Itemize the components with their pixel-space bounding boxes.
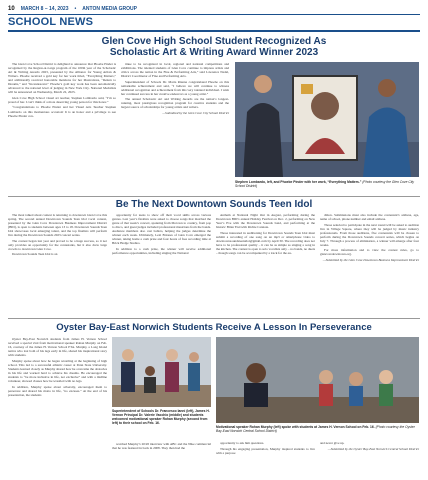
article3-col1: [8, 337, 107, 398]
page-number: 10: [8, 5, 15, 12]
article-divider: [8, 318, 420, 319]
photo-illustration: [235, 62, 419, 177]
paragraph: Downtown Sounds Teen Idol is an: [12, 252, 58, 257]
article3-photo-caption: Superintendent of Schools Dr. Francesco Ianni (left), James H. Vernon Principal Dr. Valerie Vacchio (middle) and students welcomed motivational speaker Rohan Murphy (second from left) to their school on Feb. 16.: [112, 409, 210, 426]
article3-photo-group: [112, 337, 211, 407]
caption-bold: Motivational speaker Rohan Murphy (left) spoke with students at James H. Vernon School on Feb. 16.: [216, 425, 375, 429]
paragraph: tinue to be recognized in local, regional and national competitions and exhibitions. The talented students of Glen Cove continue to impress artists and critics across the nation in the Fine & Performing Arts,” said Lawrence Nadel, District Coordinator of Fine and Performing Arts.: [121, 62, 229, 79]
article1-photo: [235, 62, 419, 177]
paragraph: The most talked about contest is returning to downtown Glen Cove this spring. The second annual Downtown Sounds Teen Idol vocal contest, presented by the Glen Cove Downtown Business Improvement District (BID), is open to students between ages 13 to 18. Downtown Sounds Teen Idol showcases local emerging talent, and the top finalists will perform live during the Downtown Sounds 2023 concert series.: [8, 213, 107, 238]
paragraph: In addition, Murphy spoke about adversity, encouraged them to persevere and shared his motto in life, “no excuses.” At the end of his presentation, the students: [8, 384, 107, 397]
paragraph: In addition to a cash prize, the winner will receive additional performance opportunities, including singing the National: [112, 246, 211, 255]
paragraph: Those selected to participate in the next round will be asked to audition live in Village Square, where they will be judged by music industry professionals. From those auditions, five contestants will be chosen to perform during the Downtown Sounds concert series, which begins on July 7. Through a process of elimination, a winner will emerge after four weeks.: [320, 222, 419, 247]
paragraph: watched Murphy’s 20/20 interview with ABC and the Nike commercial that he was featured in back in 2008. They then had the: [112, 442, 211, 451]
paragraph: The Glen Cove School District is delighted to announce that Phoebe Pinder is recognized by the Region-at-Large program of the 100th year of the Scholastic Art & Writing Awards 2023, presented by the Alliance for Young Artists & Writers. Phoebe received a gold key for her work titled, “Everything Matters,” and additionally received honorable mentions for her illustrations, “Return to Dreams,” and “Incandescent.” Phoebe’s gold key work has been automatically advanced to the national level of judging in New York City. National Medalists will be announced on Wednesday, March 22, 2023.: [8, 62, 116, 95]
article-divider: [8, 196, 420, 197]
article2-signature: —Submitted by the Glen Cove Downtown Business Improvement District: [322, 257, 419, 262]
article1-headline-line2: Scholastic Art & Writing Award Winner 2023: [109, 47, 319, 58]
caption-bold: Stephen Lombardo, left, and Phoebe Pinder with her work, “Everything Matters.”: [235, 180, 362, 184]
caption-credit: (Photo courtesy the Glen Cove City School District): [235, 180, 415, 189]
paragraph: Those interested in auditioning for Downtown Sounds Teen Idol must submit a recording of one song on an mp3 or smartphone video to downtownsoundsteenidol@gmail.com by April 30. The recording does not have to be professional quality – it can be as simple as singing a song in the kitchen. The contest is open to solo vocalists only – no bands, no duets – though songs can be accompanied by a track for the au-: [216, 230, 315, 255]
paragraph: dition. Submissions must also include the contestant’s address, age, name of school, phone number and email address.: [320, 213, 419, 222]
article1-caption: [235, 180, 419, 188]
paragraph: Glen Cove High School visual art teacher, Stephen Lombardo said, “I’m so proud of her. I can’t think of a more deserving young person for this honor.”: [8, 95, 116, 104]
article2-col4: [320, 213, 419, 264]
article2-col3: [216, 213, 315, 256]
paragraph: The annual Scholastic Art and Writing Awards are the nation’s longest-running, most prestigious recognition program for creative students and the largest source of scholarships for young artists and writers.: [121, 97, 229, 110]
paragraph: For more information and to view the contest rules, go to glencovedowntown.org.: [320, 248, 419, 257]
paragraph: The contest began last year and proved to be a huge success, so it not only provides an opportunity for the contestants, but it also drew large crowds to downtown Glen Cove.: [8, 238, 107, 251]
paper-name: ANTON MEDIA GROUP: [82, 5, 137, 12]
article2-headline: Be The Next Downtown Sounds Teen Idol: [115, 199, 313, 210]
paragraph: Oyster Bay-East Norwich students from James H. Vernon School received a special visit from motivational speaker Rohan Murphy on Feb. 16, courtesy of the James H. Vernon School PTA. Murphy, a Long Island native who lost both of his legs early in life, shared his inspirational story with students.: [8, 337, 107, 358]
article3-col4: [320, 441, 419, 452]
article2-col2: [112, 213, 211, 256]
issue-date: MARCH 8 – 14, 2023: [20, 5, 69, 12]
masthead-divider: •: [74, 5, 77, 12]
article3-col3: [216, 441, 315, 456]
article1-col2: [121, 62, 229, 117]
paragraph: “Congratulations to Phoebe Pinder and her Visual Arts Teacher Stephen Lombardo on this momentous occasion! It is an honor and a privilege to see Phoebe Pinder con-: [8, 105, 116, 118]
paragraph: Murphy spoke about how he began wrestling at the beginning of high school. This led to a successful athletic career at Penn State University. Students learned closely as Murphy shared how he overcame the obstacles in his life and worked hard to achieve his dreams. He encouraged the students to “be more inclusive in life, not exclusive” and with a midline volunteer, showed classes how he wrestled with no legs.: [8, 358, 107, 383]
paragraph: and never give up.: [320, 441, 345, 445]
article3-signature: —Submitted by the Oyster Bay-East Norwich Central School District: [327, 446, 419, 451]
paragraph: Through his engaging presentation, Murphy inspired students to live with a purpose: [216, 446, 315, 455]
paragraph: opportunity for teens to show off their vocal skills across various genres. Last year’s finalists were asked to choose songs that matched the genre of that week’s concert, spanning from Motown to country, from pop to disco, and guest judges included professional musicians from the bands. Audience members also cast ballots, helping the judges determine the winner each week. Ultimately, Lexi Briones of Glen Cove emerged the winner, taking home a cash prize and four hours of free recording time at Brick Hedge Studios.: [112, 213, 211, 246]
paragraph: Anthem at National Night Out in August, performing during the Downtown BID’s annual Holiday Festival on Dec. 2, performing on New Year’s Eve with the Downtown Sounds band, and performing at the historic Bitter End with Richie Cannata.: [216, 213, 315, 230]
paragraph: Superintendent of Schools Dr. Maria Rianna congratulated Phoebe on this remarkable achievement and said, “I believe we will continue to witness additional recognition and achievement from this very talented individual. I wish her continued success in her creative endeavors as a young artist.”: [121, 79, 229, 96]
article1-col1: [8, 62, 116, 119]
article1-headline: [8, 36, 420, 58]
article2-col1: [8, 213, 107, 258]
photo-illustration: [216, 337, 419, 423]
masthead: [8, 4, 420, 13]
caption-credit: (Photo courtesy the Oyster Bay-East Norwich Central School District): [216, 425, 415, 434]
article1-headline-line1: Glen Cove High School Student Recognized As: [101, 36, 327, 47]
article3-col2: [112, 442, 211, 452]
article3-photo-speaker: [216, 337, 419, 423]
section-rule: [8, 30, 420, 32]
article1-signature: —Submitted by the Glen Cove City School District: [162, 111, 229, 116]
article3-caption: [216, 425, 419, 433]
section-title: SCHOOL NEWS: [8, 16, 94, 28]
masthead-rule: [8, 14, 420, 15]
article3-headline: Oyster Bay-East Norwich Students Receive A Lesson In Perseverance: [56, 322, 372, 333]
paragraph: opportunity to ask him questions.: [220, 441, 265, 445]
photo-illustration: [112, 337, 211, 407]
